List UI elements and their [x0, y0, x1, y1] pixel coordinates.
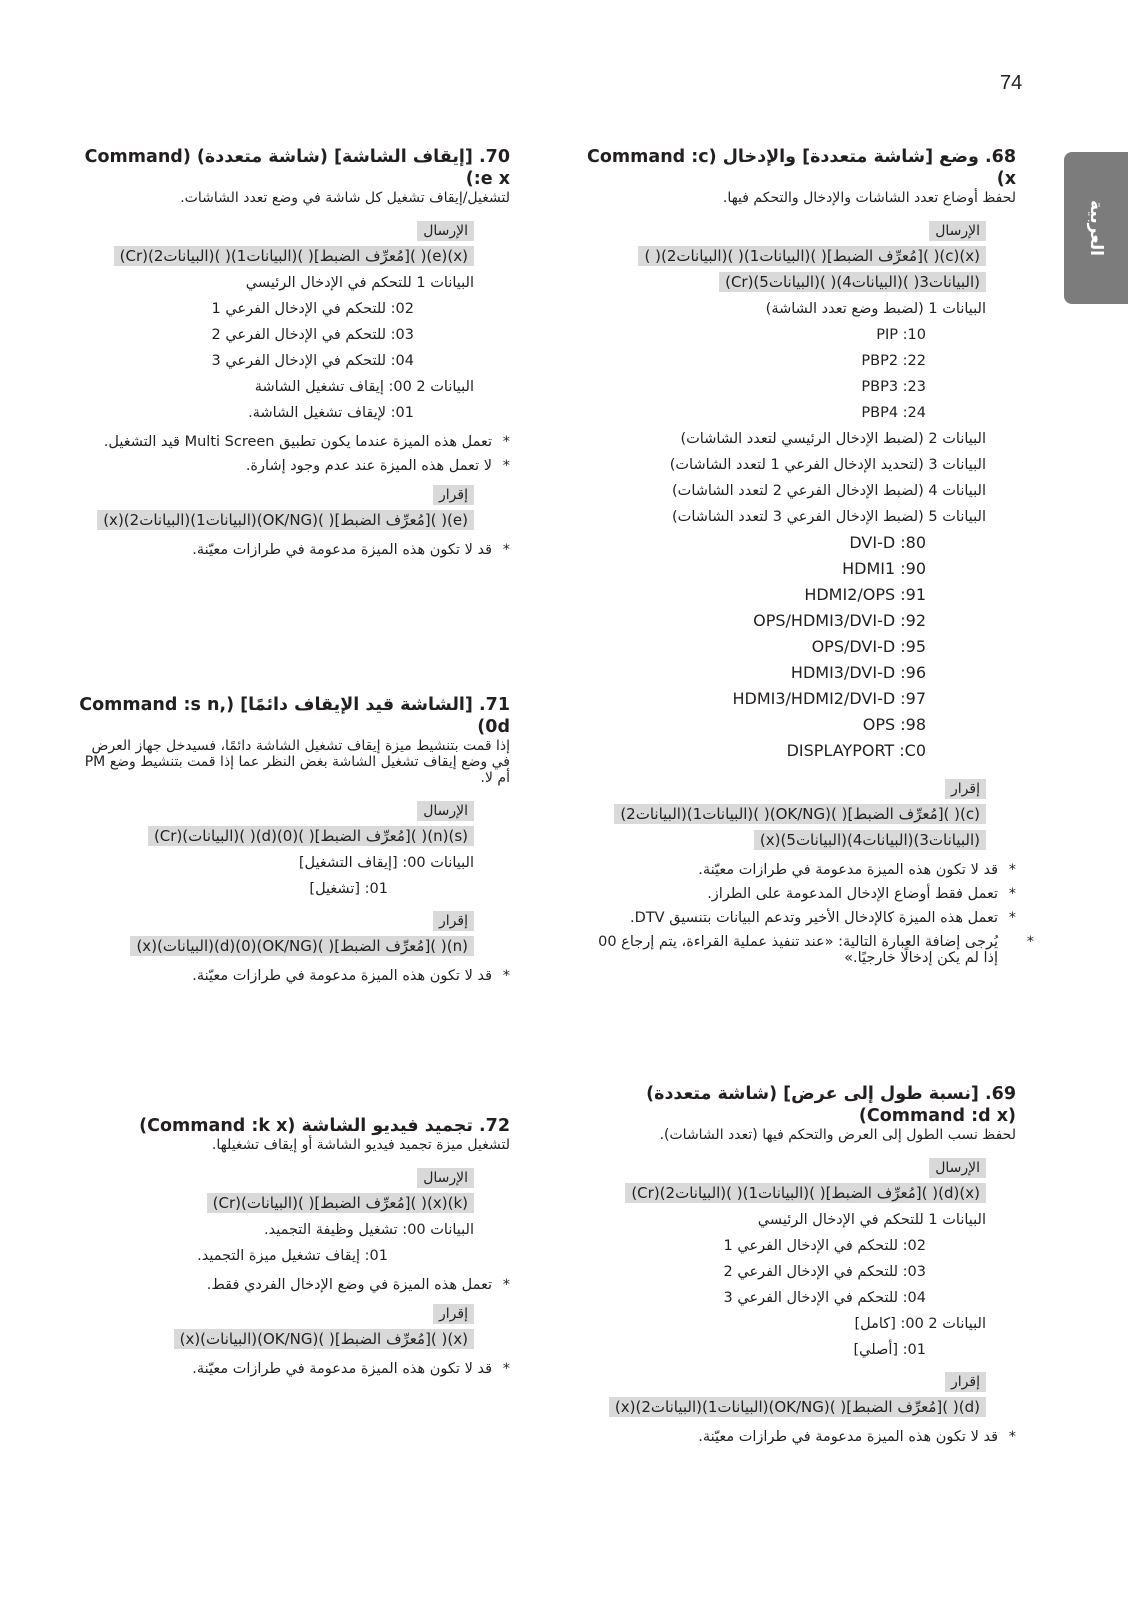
data-line: HDMI3/HDMI2/DVI-D :97	[732, 689, 926, 708]
send-code: (s)(n)( )[مُعرِّف الضبط]( )(0)(d)( )(البيانات)(Cr)	[148, 826, 474, 846]
page-number: 74	[1000, 72, 1023, 94]
section-68	[580, 146, 1034, 974]
note: *يُرجى إضافة العبارة التالية: «عند تنفيذ عملية القراءة، يتم إرجاع 00 إذا لم يكن إدخالًا خارجيًا.»	[598, 934, 1034, 966]
data-line: البيانات 5 (لضبط الإدخال الفرعي 3 لتعدد الشاشات)	[672, 509, 986, 525]
data-line: البيانات 2 00: [كامل]	[854, 1316, 986, 1332]
note: *تعمل فقط أوضاع الإدخال المدعومة على الطراز.	[707, 886, 1016, 902]
data-line: PIP :10	[876, 327, 926, 343]
send-code: (k)(x)( )[مُعرِّف الضبط]( )(البيانات)(Cr)	[207, 1193, 474, 1213]
section-69-title: 69. [نسبة طول إلى عرض] (شاشة متعددة) (Command :d x)	[646, 1084, 1016, 1126]
data-line: 02: للتحكم في الإدخال الفرعي 1	[211, 301, 414, 317]
side-tab-label: العربية	[1086, 199, 1106, 257]
ack-code-1: (c)( )[مُعرِّف الضبط]( )(OK/NG)( )(البيانات1)(البيانات2)	[614, 804, 986, 824]
data-line: OPS/HDMI3/DVI-D :92	[753, 611, 926, 630]
data-line: HDMI2/OPS :91	[804, 585, 926, 604]
ack-code: (n)( )[مُعرِّف الضبط]( )(OK/NG)(0)(d)(البيانات)(x)	[130, 936, 474, 956]
send-label: الإرسال	[417, 1168, 474, 1188]
language-side-tab	[1064, 152, 1128, 304]
note: *تعمل هذه الميزة في وضع الإدخال الفردي فقط.	[206, 1277, 510, 1293]
data-line: البيانات 3 (لتحديد الإدخال الفرعي 1 لتعدد الشاشات)	[669, 457, 986, 473]
data-line: 02: للتحكم في الإدخال الفرعي 1	[723, 1238, 926, 1254]
section-70-title: 70. [إيقاف الشاشة] (شاشة متعددة) (Command :e x)	[84, 147, 510, 189]
ack-label: إقرار	[433, 1304, 474, 1324]
note: *قد لا تكون هذه الميزة مدعومة في طرازات معيّنة.	[698, 1429, 1016, 1445]
ack-code: (e)( )[مُعرِّف الضبط]( )(OK/NG)(البيانات1)(البيانات2)(x)	[97, 510, 474, 530]
section-72-title: 72. تجميد فيديو الشاشة (Command :k x)	[139, 1116, 510, 1136]
data-line: 04: للتحكم في الإدخال الفرعي 3	[211, 353, 414, 369]
section-68-title: 68. وضع [شاشة متعددة] والإدخال (Command :c x)	[587, 147, 1016, 189]
note: *تعمل هذه الميزة كالإدخال الأخير وتدعم البيانات بتنسيق DTV.	[630, 910, 1016, 926]
send-label: الإرسال	[417, 801, 474, 821]
note: *قد لا تكون هذه الميزة مدعومة في طرازات معيّنة.	[192, 968, 510, 984]
section-70	[60, 146, 510, 566]
data-line: HDMI1 :90	[842, 559, 926, 578]
data-line: البيانات 2 00: إيقاف تشغيل الشاشة	[254, 379, 474, 395]
data-line: DISPLAYPORT :C0	[786, 741, 926, 760]
note: *قد لا تكون هذه الميزة مدعومة في طرازات معيّنة.	[698, 862, 1016, 878]
section-68-desc: لحفظ أوضاع تعدد الشاشات والإدخال والتحكم فيها.	[722, 190, 1016, 206]
section-69	[560, 1083, 1016, 1453]
send-code-2: (البيانات3( )(البيانات4)( )(البيانات5)(Cr)	[719, 272, 986, 292]
data-line: البيانات 1 للتحكم في الإدخال الرئيسي	[757, 1212, 986, 1228]
note: *قد لا تكون هذه الميزة مدعومة في طرازات معيّنة.	[192, 1361, 510, 1377]
ack-code-2: (البيانات3)(البيانات4)(البيانات5)(x)	[754, 830, 986, 850]
data-line: 03: للتحكم في الإدخال الفرعي 2	[723, 1264, 926, 1280]
data-line: PBP4 :24	[861, 405, 926, 421]
send-code-1: (x)(c)( )[مُعرِّف الضبط]( )(البيانات1)( )(البيانات2)( )	[638, 246, 986, 266]
note: *قد لا تكون هذه الميزة مدعومة في طرازات معيّنة.	[192, 542, 510, 558]
ack-code: (d)( )[مُعرِّف الضبط]( )(OK/NG)(البيانات1)(البيانات2)(x)	[609, 1397, 986, 1417]
data-line: 04: للتحكم في الإدخال الفرعي 3	[723, 1290, 926, 1306]
send-label: الإرسال	[929, 221, 986, 241]
data-line: PBP3 :23	[861, 379, 926, 395]
section-70-desc: لتشغيل/إيقاف تشغيل كل شاشة في وضع تعدد الشاشات.	[180, 190, 510, 206]
send-code: (x)(e)( )[مُعرِّف الضبط]( )(البيانات1)( )(البيانات2)(Cr)	[114, 246, 474, 266]
note: *تعمل هذه الميزة عندما يكون تطبيق Multi Screen قيد التشغيل.	[103, 434, 510, 450]
data-line: البيانات 1 للتحكم في الإدخال الرئيسي	[245, 275, 474, 291]
send-label: الإرسال	[417, 221, 474, 241]
data-line: البيانات 1 (لضبط وضع تعدد الشاشة)	[765, 301, 986, 317]
section-72-desc: لتشغيل ميزة تجميد فيديو الشاشة أو إيقاف تشغيلها.	[211, 1137, 510, 1153]
data-line: 01: لإيقاف تشغيل الشاشة.	[248, 405, 414, 421]
data-line: DVI-D :80	[849, 533, 926, 552]
ack-label: إقرار	[945, 1372, 986, 1392]
data-line: 03: للتحكم في الإدخال الفرعي 2	[211, 327, 414, 343]
section-71	[74, 694, 510, 992]
data-line: HDMI3/DVI-D :96	[790, 663, 926, 682]
ack-code: (x)( )[مُعرِّف الضبط]( )(OK/NG)(البيانات)(x)	[174, 1329, 474, 1349]
section-71-desc: إذا قمت بتنشيط ميزة إيقاف تشغيل الشاشة دائمًا، فسيدخل جهاز العرض في وضع إيقاف تشغيل الشاشة بغض النظر عما إذا قمت بتنشيط وضع PM أم لا.	[84, 738, 510, 786]
section-72	[120, 1115, 510, 1385]
send-label: الإرسال	[929, 1158, 986, 1178]
data-line: البيانات 4 (لضبط الإدخال الفرعي 2 لتعدد الشاشات)	[672, 483, 986, 499]
data-line: OPS/DVI-D :95	[811, 637, 926, 656]
data-line: 01: إيقاف تشغيل ميزة التجميد.	[197, 1248, 388, 1264]
ack-label: إقرار	[945, 779, 986, 799]
data-line: 01: [أصلي]	[853, 1342, 926, 1358]
section-71-title: 71. [الشاشة قيد الإيقاف دائمًا] (Command :s n, 0d)	[79, 695, 510, 737]
section-69-desc: لحفظ نسب الطول إلى العرض والتحكم فيها (تعدد الشاشات).	[659, 1127, 1016, 1143]
data-line: البيانات 00: [إيقاف التشغيل]	[298, 855, 474, 871]
data-line: OPS :98	[862, 715, 926, 734]
ack-label: إقرار	[433, 911, 474, 931]
data-line: 01: [تشغيل]	[309, 881, 388, 897]
data-line: PBP2 :22	[861, 353, 926, 369]
data-line: البيانات 00: تشغيل وظيفة التجميد.	[263, 1222, 474, 1238]
data-line: البيانات 2 (لضبط الإدخال الرئيسي لتعدد الشاشات)	[680, 431, 986, 447]
ack-label: إقرار	[433, 485, 474, 505]
send-code: (x)(d)( )[مُعرِّف الضبط]( )(البيانات1)( )(البيانات2)(Cr)	[625, 1183, 986, 1203]
note: *لا تعمل هذه الميزة عند عدم وجود إشارة.	[245, 458, 510, 474]
